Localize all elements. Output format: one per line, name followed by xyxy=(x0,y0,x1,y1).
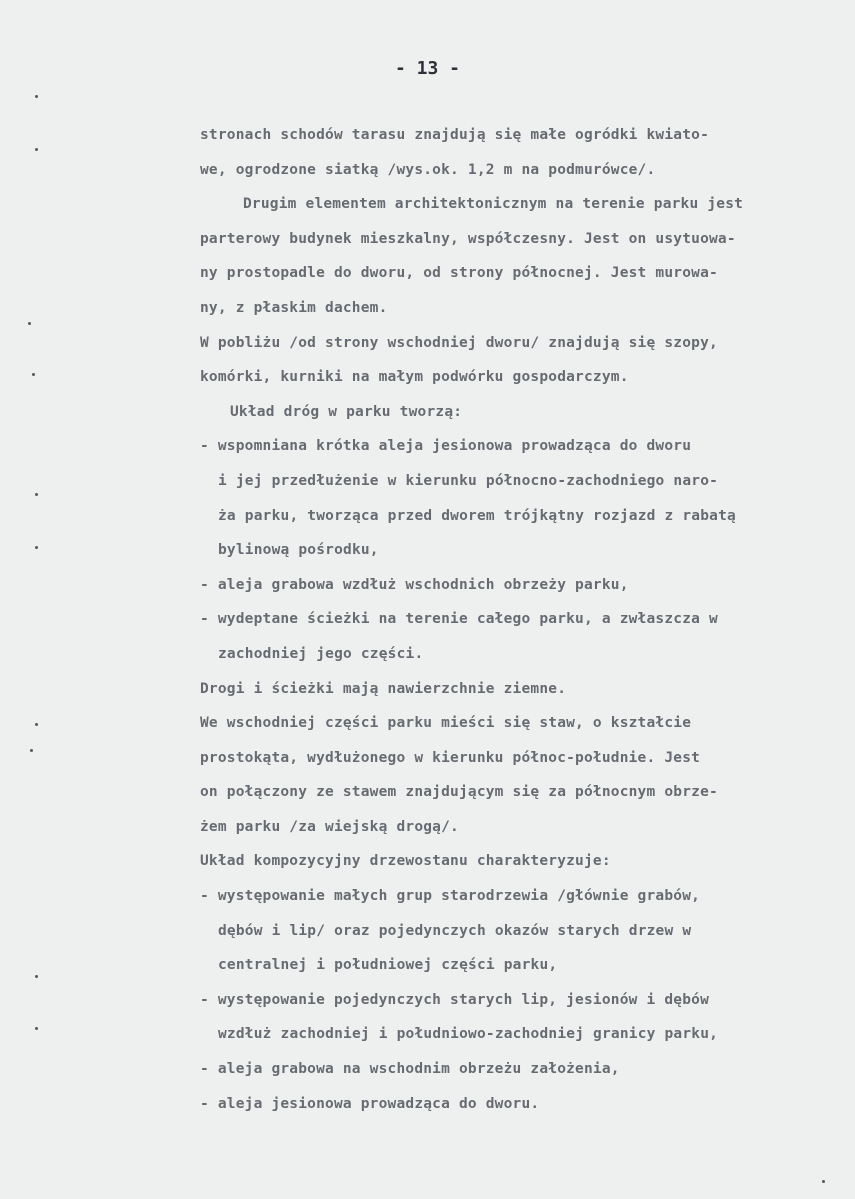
text-line: parterowy budynek mieszkalny, współczesny. Jest on usytuowa- xyxy=(200,230,736,247)
text-line: on połączony ze stawem znajdującym się za północnym obrze- xyxy=(200,784,718,801)
text-line: - wydeptane ścieżki na terenie całego parku, a zwłaszcza w xyxy=(200,611,718,628)
text-line: - aleja grabowa na wschodnim obrzeżu założenia, xyxy=(200,1061,620,1078)
scan-speck xyxy=(35,546,38,549)
text-line: żem parku /za wiejską drogą/. xyxy=(200,818,459,835)
text-line: - aleja grabowa wzdłuż wschodnich obrzeży parku, xyxy=(200,576,629,593)
text-line: prostokąta, wydłużonego w kierunku północ-południe. Jest xyxy=(200,749,701,766)
scan-speck xyxy=(35,1027,38,1030)
scan-speck xyxy=(822,1180,825,1183)
scan-speck xyxy=(35,493,38,496)
scan-speck xyxy=(35,148,38,151)
text-line: stronach schodów tarasu znajdują się małe ogródki kwiato- xyxy=(200,127,709,143)
body-text xyxy=(200,118,830,1121)
text-line: ny prostopadle do dworu, od strony północnej. Jest murowa- xyxy=(200,265,718,282)
text-line: bylinową pośrodku, xyxy=(218,542,379,559)
text-line: ża parku, tworząca przed dworem trójkątny rozjazd z rabatą xyxy=(218,507,736,524)
text-line: zachodniej jego części. xyxy=(218,645,424,662)
text-line: we, ogrodzone siatką /wys.ok. 1,2 m na podmurówce/. xyxy=(200,161,656,178)
text-line: - występowanie małych grup starodrzewia /głównie grabów, xyxy=(200,888,701,905)
text-line: i jej przedłużenie w kierunku północno-zachodniego naro- xyxy=(218,472,719,489)
text-line: ny, z płaskim dachem. xyxy=(200,299,388,316)
scan-speck xyxy=(35,95,38,98)
scan-speck xyxy=(28,322,31,325)
text-line: W pobliżu /od strony wschodniej dworu/ znajdują się szopy, xyxy=(200,334,718,351)
text-line: Układ kompozycyjny drzewostanu charakteryzuje: xyxy=(200,853,611,870)
scan-speck xyxy=(35,723,38,726)
text-line: dębów i lip/ oraz pojedynczych okazów starych drzew w xyxy=(218,922,692,939)
text-line: We wschodniej części parku mieści się staw, o kształcie xyxy=(200,715,692,732)
text-line: Drugim elementem architektonicznym na terenie parku jest xyxy=(243,196,744,213)
text-line: - występowanie pojedynczych starych lip, jesionów i dębów xyxy=(200,991,709,1008)
scan-speck xyxy=(30,749,33,752)
text-line: - wspomniana krótka aleja jesionowa prowadząca do dworu xyxy=(200,438,692,455)
text-line: wzdłuż zachodniej i południowo-zachodniej granicy parku, xyxy=(218,1026,719,1043)
text-line: Drogi i ścieżki mają nawierzchnie ziemne. xyxy=(200,680,567,697)
scan-speck xyxy=(35,975,38,978)
text-line: Układ dróg w parku tworzą: xyxy=(230,403,463,420)
page-number: - 13 - xyxy=(394,58,461,79)
text-line: komórki, kurniki na małym podwórku gospodarczym. xyxy=(200,369,629,386)
text-line: - aleja jesionowa prowadząca do dworu. xyxy=(200,1095,540,1112)
scan-speck xyxy=(32,373,35,376)
text-line: centralnej i południowej części parku, xyxy=(218,957,558,974)
